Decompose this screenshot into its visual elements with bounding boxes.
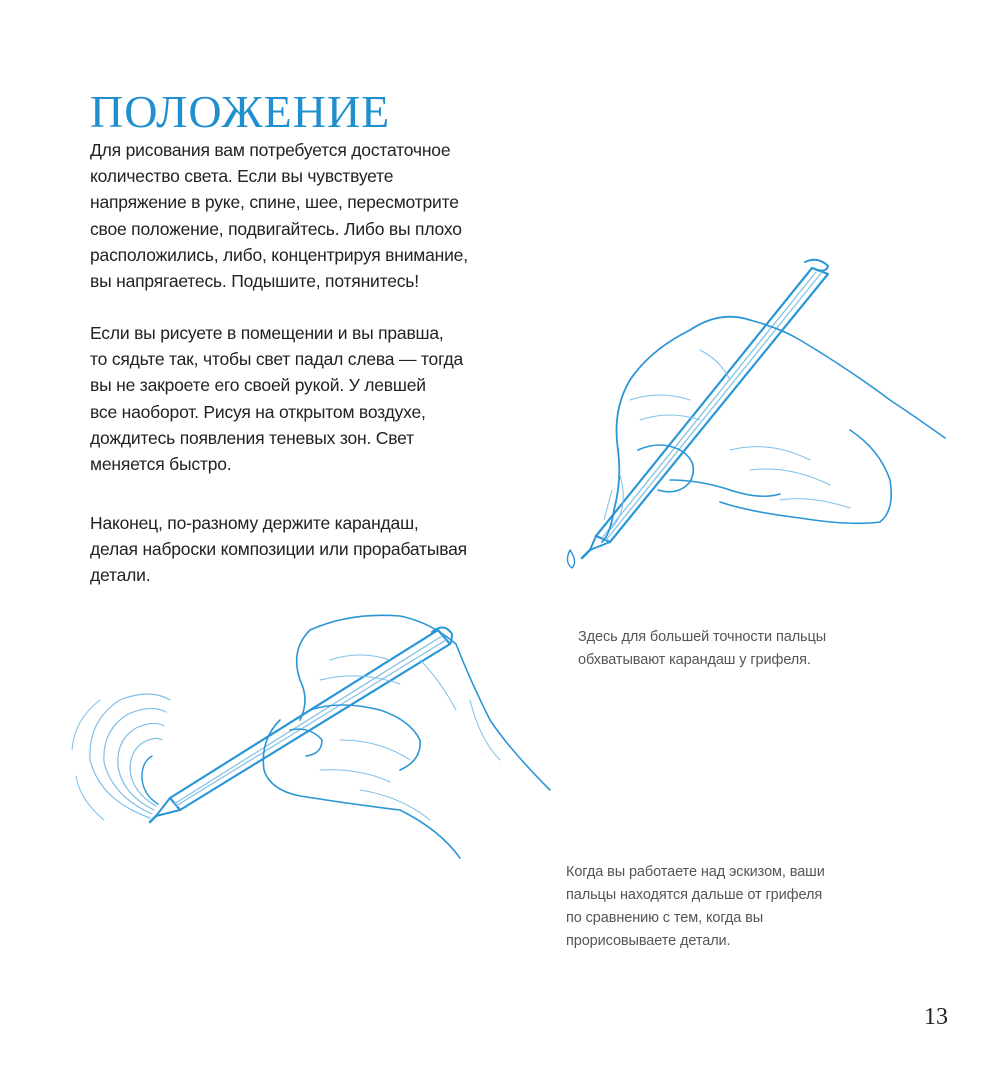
text-line: то сядьте так, чтобы свет падал слева — тогда [90,349,464,370]
page-title: ПОЛОЖЕНИЕ [90,86,391,137]
caption-line: по сравнению с тем, когда вы [566,910,764,926]
scribble-strokes-icon [72,694,170,820]
caption-line: пальцы находятся дальше от грифеля [566,887,823,903]
caption-2 [566,861,825,953]
text-line: все наоборот. Рисуя на открытом воздухе, [90,401,426,422]
text-line: напряжение в руке, спине, шее, пересмотрите [90,192,459,213]
page-number: 13 [924,1004,948,1030]
hand-icon [263,615,550,858]
caption-line: обхватывают карандаш у грифеля. [578,652,811,668]
caption-line: прорисовываете детали. [566,933,731,949]
hand-holding-pencil-far-from-tip-icon [60,600,570,870]
text-line: вы напрягаетесь. Подышите, потянитесь! [90,271,419,292]
text-line: Наконец, по-разному держите карандаш, [90,513,419,533]
text-line: количество света. Если вы чувствуете [90,166,394,187]
caption-1 [578,626,826,672]
hand-holding-pencil-near-tip-icon [550,250,960,590]
text-line: свое положение, подвигайтесь. Либо вы плохо [90,218,462,239]
body-paragraph-3 [90,510,520,589]
text-line: дождитесь появления теневых зон. Свет [90,427,414,448]
text-line: расположились, либо, концентрируя внимание, [90,244,468,265]
body-paragraph-2 [90,320,520,477]
text-line: вы не закроете его своей рукой. У левшей [90,375,426,396]
caption-line: Когда вы работаете над эскизом, ваши [566,864,825,880]
body-paragraph-1 [90,137,520,294]
text-line: Для рисования вам потребуется достаточное [90,140,451,160]
text-line: делая наброски композиции или прорабатывая [90,539,467,560]
text-line: детали. [90,565,151,586]
text-line: Если вы рисуете в помещении и вы правша, [90,323,444,343]
caption-line: Здесь для большей точности пальцы [578,629,827,645]
text-line: меняется быстро. [90,454,232,475]
